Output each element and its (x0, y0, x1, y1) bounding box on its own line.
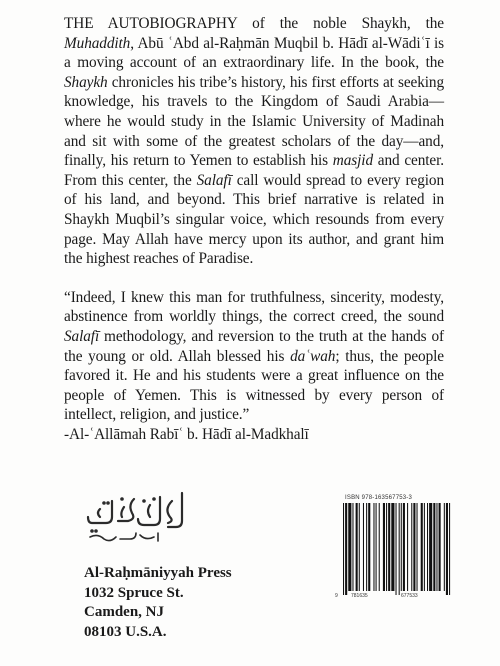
publisher-street: 1032 Spruce St. (84, 584, 184, 601)
barcode-bar (449, 503, 450, 595)
description-text: , Abū ʿAbd al-Raḥmān Muqbil b. Hādī al-Wādiʿī is a moving account of an extraordinary life. In the book, the (64, 34, 444, 72)
barcode-bar (401, 503, 402, 591)
isbn-barcode (335, 495, 456, 605)
quote-text: ; thus, the people favored it. He and his students were a great influence on the people of Yemen. This is witnessed by every person of intellect, religion, and justice.” (64, 347, 444, 424)
barcode-bar (366, 503, 367, 591)
barcode-bar (446, 503, 448, 595)
isbn-label: ISBN 978-163567753-3 (345, 495, 413, 501)
publisher-name: Al-Raḥmāniyyah Press (84, 565, 232, 581)
barcode-bar (444, 503, 445, 591)
description-italic: Salafī (196, 171, 232, 189)
quote-attribution: -Al-ʿAllāmah Rabīʿ b. Hādī al-Madkhalī (64, 425, 309, 443)
barcode-bar (376, 503, 377, 591)
title-caps: THE AUTOBIOGRAPHY (64, 15, 238, 32)
barcode-digit-left: 9 (335, 593, 338, 599)
barcode-bar (373, 503, 374, 591)
description-italic: Muhaddith (64, 34, 131, 52)
barcode-bar (417, 503, 418, 591)
barcode-bar (388, 503, 390, 591)
publisher-zip: 08103 U.S.A. (84, 623, 167, 640)
barcode-bar (359, 503, 360, 591)
barcode-digits-right: 677533 (401, 593, 418, 599)
barcode-bar (403, 503, 405, 591)
publisher-city: Camden, NJ (84, 604, 165, 620)
barcode-bar (356, 503, 358, 591)
barcode-bar (411, 503, 412, 591)
quote-italic: Salafī (64, 327, 100, 345)
barcode-bar (391, 503, 394, 591)
barcode-bar (429, 503, 432, 591)
paragraph-spacer (64, 269, 444, 288)
barcode-bar (421, 503, 423, 591)
barcode-bar (427, 503, 428, 591)
barcode-bar (436, 503, 437, 591)
endorsement-quote (64, 288, 444, 425)
quote-italic: daʿwah (290, 347, 336, 365)
description-paragraph (64, 14, 444, 269)
barcode-bar (439, 503, 441, 591)
barcode-bar (348, 503, 351, 591)
barcode-bar (386, 503, 387, 591)
barcode-bar (433, 503, 435, 591)
barcode-bar (399, 503, 400, 595)
barcode-bar (396, 503, 397, 595)
description-italic: Shaykh (64, 73, 108, 91)
barcode-digits-mid: 781635 (351, 593, 368, 599)
description-text: chronicles his tribe’s history, his first efforts at seeking knowledge, his travels to the Kingdom of Saudi Arabia—where he would study in the Islamic University of Madinah and sit with some of the greatest scholars of the day—and, finally, his return to Yemen to establish his (64, 73, 444, 170)
back-cover-text (64, 14, 444, 444)
description-text: call would spread to every region of his land, and beyond. This brief narrative is related in Shaykh Muqbil’s singular voice, which resounds from every page. May Allah have mercy upon its author, and grant him the highest reaches of Paradise. (64, 171, 444, 268)
barcode-bar (383, 503, 385, 591)
barcode-bar (424, 503, 425, 591)
barcode-bar (413, 503, 415, 591)
description-text: of the noble Shaykh, the (237, 15, 444, 32)
barcode-bar (379, 503, 380, 591)
publisher-address (84, 564, 284, 642)
arabic-calligraphy-logo (84, 487, 188, 545)
description-italic: masjid (332, 152, 373, 170)
barcode-bar (363, 503, 364, 591)
description-text: and center. From this center, the (64, 152, 444, 189)
barcode-bar (352, 503, 353, 591)
barcode-bar (407, 503, 408, 591)
quote-text: methodology, and reversion to the truth at the hands of the young or old. Allah blessed his (64, 327, 444, 365)
barcode-bar (368, 503, 370, 591)
quote-text: “Indeed, I knew this man for truthfulness, sincerity, modesty, abstinence from worldly things, the correct creed, the sound (64, 288, 444, 326)
calligraphy-icon (84, 487, 188, 545)
barcode-bar (343, 503, 344, 595)
barcode-bar (345, 503, 347, 595)
barcode-icon (335, 503, 456, 595)
